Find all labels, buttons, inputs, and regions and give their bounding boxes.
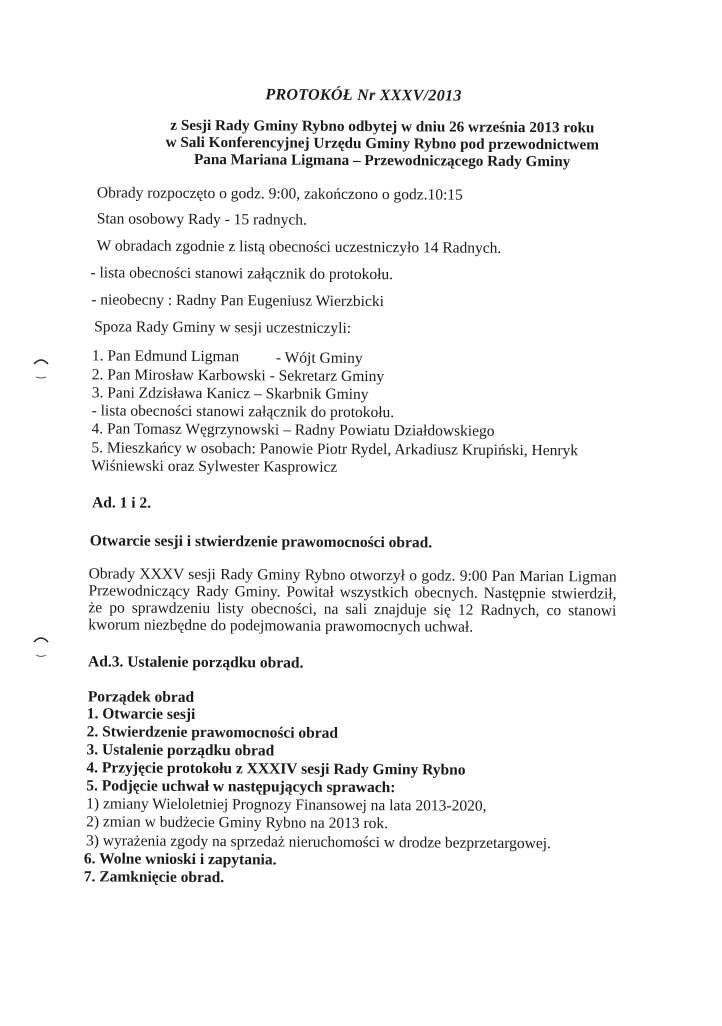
guest-list-note: - lista obecności stanowi załącznik do protokołu. [91, 402, 395, 422]
paragraph-line: Przewodniczący Rady Gminy. Powitał wszystkich obecnych. Następnie stwierdził, [88, 582, 617, 603]
guest-3: 3. Pani Zdzisława Kanicz – Skarbnik Gminy [91, 384, 369, 404]
punch-hole-mark [33, 356, 49, 366]
agenda-item-3: 3. Ustalenie porządku obrad [86, 741, 275, 760]
subtitle-line: Pana Mariana Ligmana – Przewodniczącego Rady Gminy [193, 150, 571, 171]
council-staff: Stan osobowy Rady - 15 radnych. [96, 210, 307, 229]
subtitle-line: z Sesji Rady Gminy Rybno odbytej w dniu 26 września 2013 roku [170, 116, 595, 137]
subtitle-line: w Sali Konferencyjnej Urzędu Gminy Rybno pod przewodnictwem [165, 133, 599, 154]
agenda-subitem-1: 1) zmiany Wieloletniej Prognozy Finansowej na lata 2013-2020, [86, 795, 487, 815]
agenda-item-4: 4. Przyjęcie protokołu z XXXIV sesji Rady Gminy Rybno [86, 759, 466, 779]
agenda-subitem-3: 3) wyrażenia zgody na sprzedaż nieruchomości w drodze bezprzetargowej. [85, 832, 551, 853]
agenda-item-1: 1. Otwarcie sesji [86, 705, 196, 723]
document-subtitle [102, 116, 662, 170]
ad12-subheading: Otwarcie sesji i stwierdzenie prawomocności obrad. [89, 532, 433, 552]
absent-note: - nieobecny : Radny Pan Eugeniusz Wierzbicki [91, 291, 384, 311]
agenda-item-7: 7. Zamknięcie obrad. [83, 868, 225, 887]
attendance: W obradach zgodnie z listą obecności uczestniczyło 14 Radnych. [96, 237, 502, 257]
punch-hole-mark [33, 374, 49, 380]
ad12-heading: Ad. 1 i 2. [91, 494, 152, 512]
guest-5-line-2: Wiśniewski oraz Sylwester Kasprowicz [91, 457, 338, 476]
guest-1-role: - Wójt Gminy [275, 349, 363, 368]
punch-hole-mark [33, 634, 49, 644]
ad3-heading: Ad.3. Ustalenie porządku obrad. [88, 653, 304, 672]
agenda-heading: Porządek obrad [87, 688, 195, 706]
agenda-subitem-2: 2) zmian w budżecie Gminy Rybno na 2013 rok. [86, 813, 389, 833]
document-title: PROTOKÓŁ Nr XXXV/2013 [265, 86, 462, 105]
guest-5-line-1: 5. Mieszkańcy w osobach: Panowie Piotr Rydel, Arkadiusz Krupiński, Henryk [91, 439, 579, 460]
guest-2: 2. Pan Mirosław Karbowski - Sekretarz Gminy [91, 366, 385, 386]
session-time: Obrady rozpoczęto o godz. 9:00, zakończono o godz.10:15 [96, 184, 463, 204]
guest-1-name: 1. Pan Edmund Ligman [91, 347, 240, 366]
paragraph-line: kworum niezbędne do podejmowania prawomocnych uchwał. [88, 616, 474, 636]
ad12-paragraph [88, 565, 616, 636]
guests-heading: Spoza Rady Gminy w sesji uczestniczyli: [94, 318, 352, 337]
punch-hole-mark [33, 653, 49, 659]
agenda-item-2: 2. Stwierdzenie prawomocności obrad [86, 723, 339, 742]
attendance-list-note: - lista obecności stanowi załącznik do protokołu. [90, 264, 394, 284]
agenda-item-6: 6. Wolne wnioski i zapytania. [83, 850, 277, 869]
paragraph-line: Obrady XXXV sesji Rady Gminy Rybno otworzył o godz. 9:00 Pan Marian Ligman [88, 565, 617, 586]
paragraph-line: że po sprawdzeniu listy obecności, na sali znajduje się 12 Radnych, co stanowi [88, 599, 617, 620]
guest-4: 4. Pan Tomasz Węgrzynowski – Radny Powiatu Działdowskiego [91, 420, 495, 440]
agenda-item-5: 5. Podjęcie uchwał w następujących sprawach: [86, 777, 396, 797]
